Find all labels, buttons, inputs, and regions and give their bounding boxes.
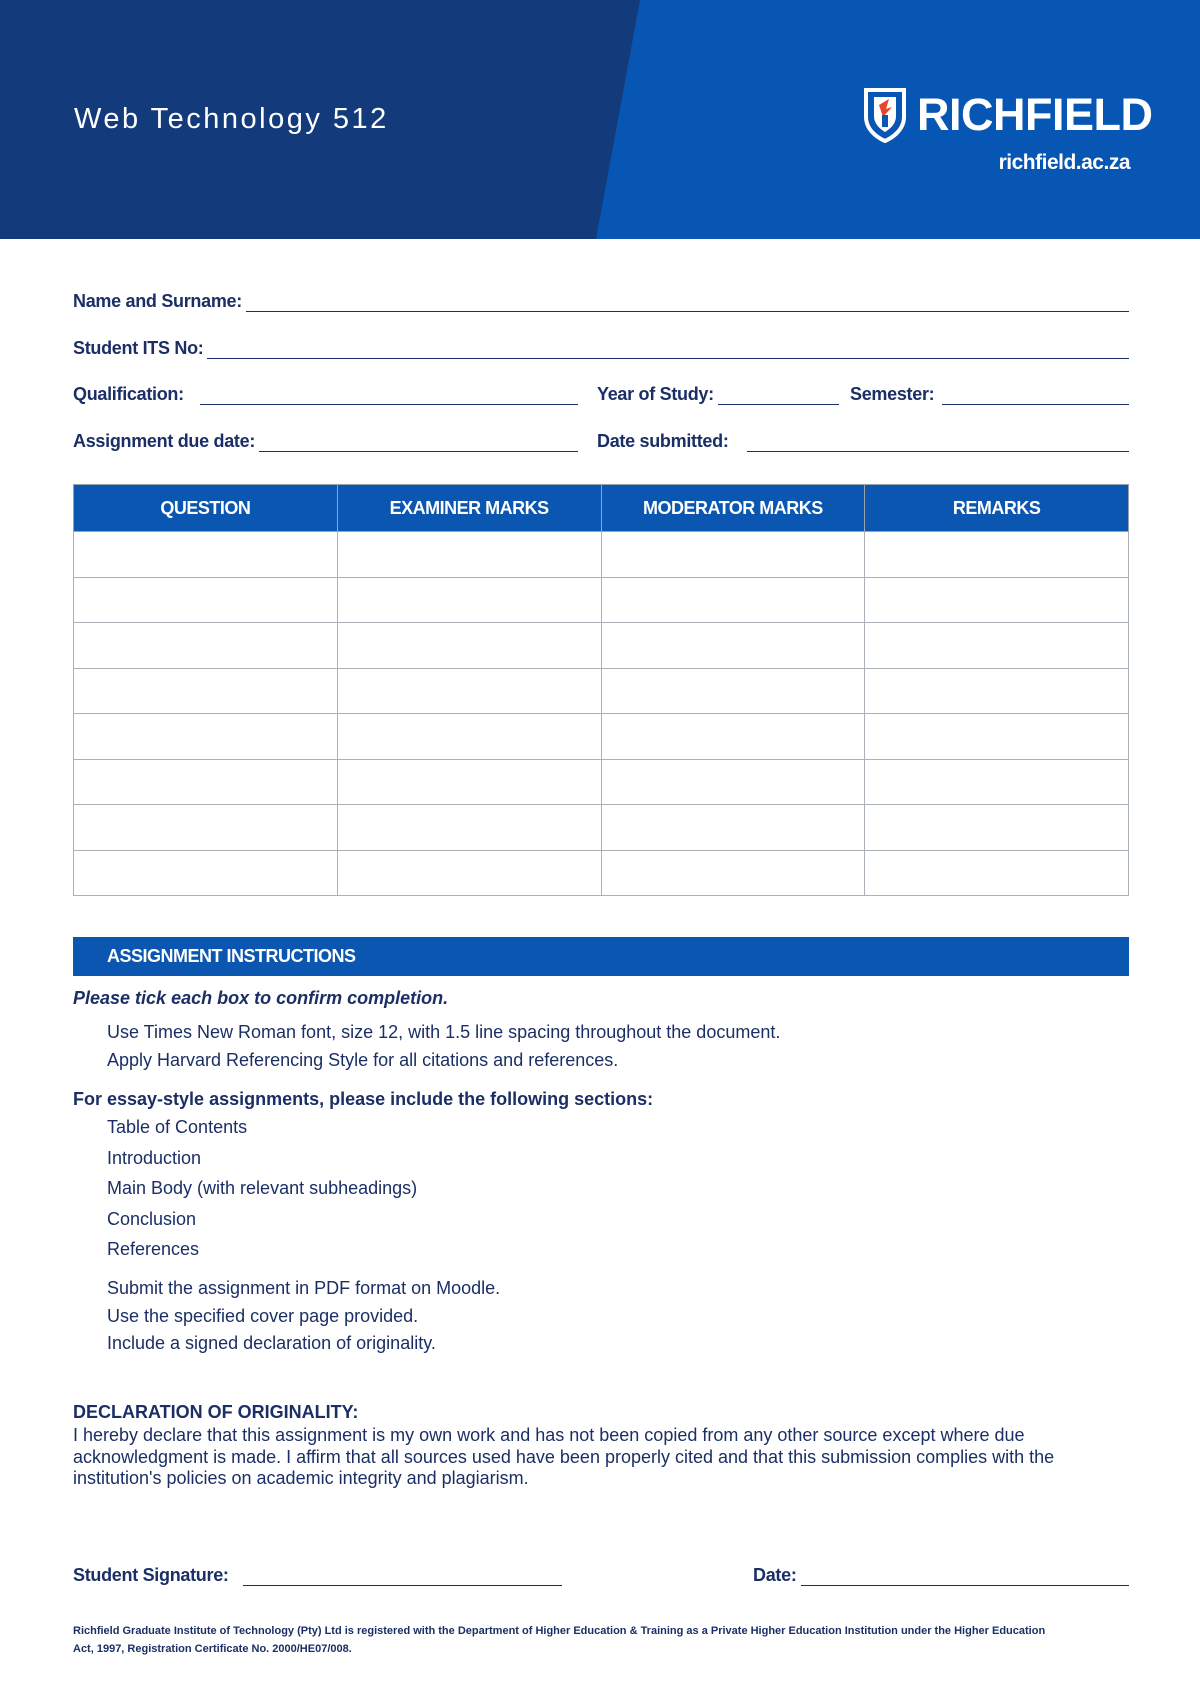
marks-row	[74, 759, 1129, 805]
submission-item: Use the specified cover page provided.	[107, 1306, 419, 1326]
due-date-label: Assignment due date:	[73, 431, 256, 451]
student-no-label: Student ITS No:	[73, 338, 204, 358]
essay-heading: For essay-style assignments, please include the following sections:	[73, 1089, 654, 1109]
course-title: Web Technology 512	[74, 103, 389, 135]
signature-line[interactable]	[243, 1565, 562, 1586]
marks-cell[interactable]	[865, 532, 1129, 578]
semester-field[interactable]	[850, 377, 1129, 405]
year-field[interactable]	[597, 377, 839, 405]
dates-row	[73, 424, 1129, 454]
instruction-item: Use Times New Roman font, size 12, with 1.5 line spacing throughout the document.	[107, 1022, 781, 1042]
header-remarks: REMARKS	[865, 485, 1129, 532]
signature-row	[73, 1558, 1129, 1588]
submitted-label: Date submitted:	[597, 431, 729, 451]
qualification-line[interactable]	[200, 384, 578, 405]
marks-cell[interactable]	[337, 714, 601, 760]
section-item: Main Body (with relevant subheadings)	[107, 1178, 418, 1198]
marks-cell[interactable]	[74, 850, 338, 896]
marks-row	[74, 850, 1129, 896]
name-field[interactable]	[73, 284, 1129, 312]
marks-cell[interactable]	[337, 850, 601, 896]
marks-cell[interactable]	[74, 714, 338, 760]
section-item: References	[107, 1239, 200, 1259]
marks-cell[interactable]	[74, 577, 338, 623]
marks-row	[74, 714, 1129, 760]
declaration-body: I hereby declare that this assignment is my own work and has not been copied from any other source except where due acknowledgment is made. I affirm that all sources used have been properly cited and that this submission complies with the institution's policies on academic integrity and plagiarism.	[73, 1425, 1055, 1488]
marks-row	[74, 668, 1129, 714]
instruction-item: Apply Harvard Referencing Style for all citations and references.	[107, 1050, 619, 1070]
marks-cell[interactable]	[337, 577, 601, 623]
name-row	[73, 284, 1129, 314]
qualification-row	[73, 377, 1129, 407]
marks-cell[interactable]	[865, 850, 1129, 896]
marks-cell[interactable]	[337, 623, 601, 669]
marks-cell[interactable]	[601, 850, 865, 896]
instructions-heading-bar	[73, 937, 1129, 976]
instructions-heading: ASSIGNMENT INSTRUCTIONS	[107, 946, 356, 966]
marks-cell[interactable]	[337, 759, 601, 805]
submission-item: Include a signed declaration of originality.	[107, 1333, 436, 1353]
marks-cell[interactable]	[601, 714, 865, 760]
marks-cell[interactable]	[601, 623, 865, 669]
semester-label: Semester:	[850, 384, 935, 404]
marks-cell[interactable]	[865, 623, 1129, 669]
marks-table-body	[74, 532, 1129, 896]
marks-cell[interactable]	[601, 805, 865, 851]
marks-table	[73, 484, 1129, 896]
marks-cell[interactable]	[865, 805, 1129, 851]
header-examiner-marks: EXAMINER MARKS	[337, 485, 601, 532]
legal-footer: Richfield Graduate Institute of Technology (Pty) Ltd is registered with the Department of Higher Education & Training as a Private Higher Education Institution under the Higher Education Act, 1997, Registration Certificate No. 2000/HE07/008.	[73, 1625, 1046, 1655]
header-banner	[0, 0, 1200, 239]
shield-icon	[863, 87, 907, 143]
signature-date-label: Date:	[753, 1565, 797, 1585]
section-item: Conclusion	[107, 1209, 197, 1229]
qualification-field[interactable]	[73, 377, 578, 405]
website-link[interactable]: richfield.ac.za	[998, 151, 1130, 174]
marks-cell[interactable]	[865, 668, 1129, 714]
year-line[interactable]	[718, 384, 839, 405]
marks-cell[interactable]	[337, 532, 601, 578]
due-date-line[interactable]	[259, 431, 578, 452]
header-moderator-marks: MODERATOR MARKS	[601, 485, 865, 532]
submitted-field[interactable]	[597, 424, 1129, 452]
student-no-row	[73, 331, 1129, 361]
marks-cell[interactable]	[601, 668, 865, 714]
tick-note: Please tick each box to confirm completion.	[73, 988, 449, 1008]
marks-cell[interactable]	[601, 759, 865, 805]
marks-row	[74, 532, 1129, 578]
marks-cell[interactable]	[74, 668, 338, 714]
marks-cell[interactable]	[74, 805, 338, 851]
submission-item: Submit the assignment in PDF format on Moodle.	[107, 1278, 501, 1298]
marks-cell[interactable]	[601, 577, 865, 623]
qualification-label: Qualification:	[73, 384, 184, 404]
signature-label: Student Signature:	[73, 1565, 229, 1585]
marks-cell[interactable]	[337, 668, 601, 714]
marks-cell[interactable]	[74, 759, 338, 805]
student-no-field[interactable]	[73, 331, 1129, 359]
marks-cell[interactable]	[601, 532, 865, 578]
section-item: Table of Contents	[107, 1117, 248, 1137]
semester-line[interactable]	[942, 384, 1129, 405]
marks-cell[interactable]	[74, 532, 338, 578]
marks-row	[74, 577, 1129, 623]
brand-name: RICHFIELD	[917, 89, 1153, 140]
name-label: Name and Surname:	[73, 291, 242, 311]
marks-header-row	[74, 485, 1129, 532]
header-question: QUESTION	[74, 485, 338, 532]
signature-date-field[interactable]	[753, 1558, 1129, 1586]
marks-cell[interactable]	[865, 714, 1129, 760]
declaration-heading: DECLARATION OF ORIGINALITY:	[73, 1402, 359, 1422]
name-line[interactable]	[246, 291, 1129, 312]
richfield-logo	[863, 86, 1153, 144]
signature-field[interactable]	[73, 1558, 562, 1586]
student-no-line[interactable]	[207, 338, 1129, 359]
marks-cell[interactable]	[337, 805, 601, 851]
due-date-field[interactable]	[73, 424, 578, 452]
marks-cell[interactable]	[74, 623, 338, 669]
marks-row	[74, 623, 1129, 669]
marks-cell[interactable]	[865, 759, 1129, 805]
section-item: Introduction	[107, 1148, 202, 1168]
submitted-line[interactable]	[747, 431, 1129, 452]
marks-row	[74, 805, 1129, 851]
marks-cell[interactable]	[865, 577, 1129, 623]
signature-date-line[interactable]	[801, 1565, 1129, 1586]
year-label: Year of Study:	[597, 384, 714, 404]
